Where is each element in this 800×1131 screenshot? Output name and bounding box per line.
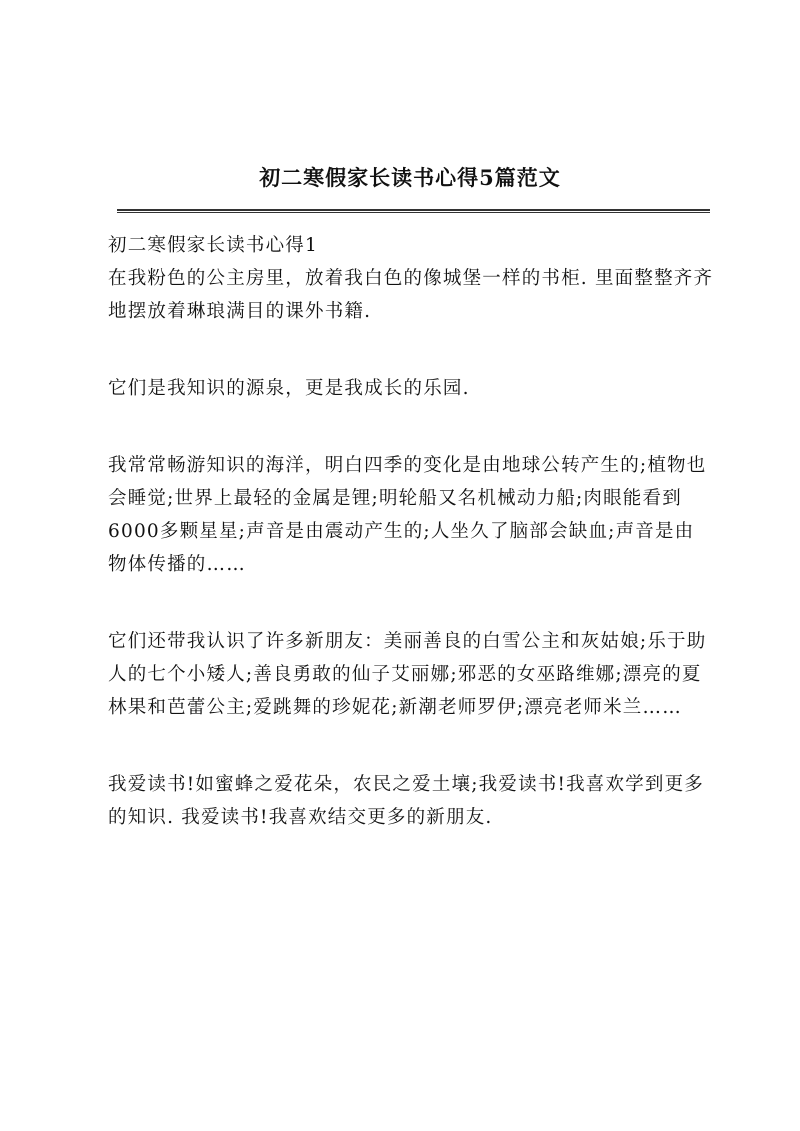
paragraph-1: 在我粉色的公主房里，放着我白色的像城堡一样的书柜. 里面整整齐齐地摆放着琳琅满目的课外书籍. (108, 268, 714, 322)
paragraph-5: 我爱读书!如蜜蜂之爱花朵，农民之爱土壤;我爱读书!我喜欢学到更多的知识. 我爱读书!我喜欢结交更多的新朋友. (108, 774, 705, 828)
paragraph-3: 我常常畅游知识的海洋，明白四季的变化是由地球公转产生的;植物也会睡觉;世界上最轻的金属是锂;明轮船又名机械动力船;肉眼能看到6000多颗星星;声音是由震动产生的;人坐久了脑部会缺血;声音是由物体传播的…… (108, 455, 707, 575)
paragraph-2: 它们是我知识的源泉，更是我成长的乐园. (108, 378, 470, 399)
title-divider (117, 209, 710, 213)
paragraph-4: 它们还带我认识了许多新朋友：美丽善良的白雪公主和灰姑娘;乐于助人的七个小矮人;善良勇敢的仙子艾丽娜;邪恶的女巫路维娜;漂亮的夏林果和芭蕾公主;爱跳舞的珍妮花;新潮老师罗伊;漂亮老师米兰…… (108, 631, 707, 718)
document-body (108, 229, 714, 834)
section-heading: 初二寒假家长读书心得1 (108, 235, 318, 256)
document-title: 初二寒假家长读书心得5篇范文 (259, 165, 561, 190)
